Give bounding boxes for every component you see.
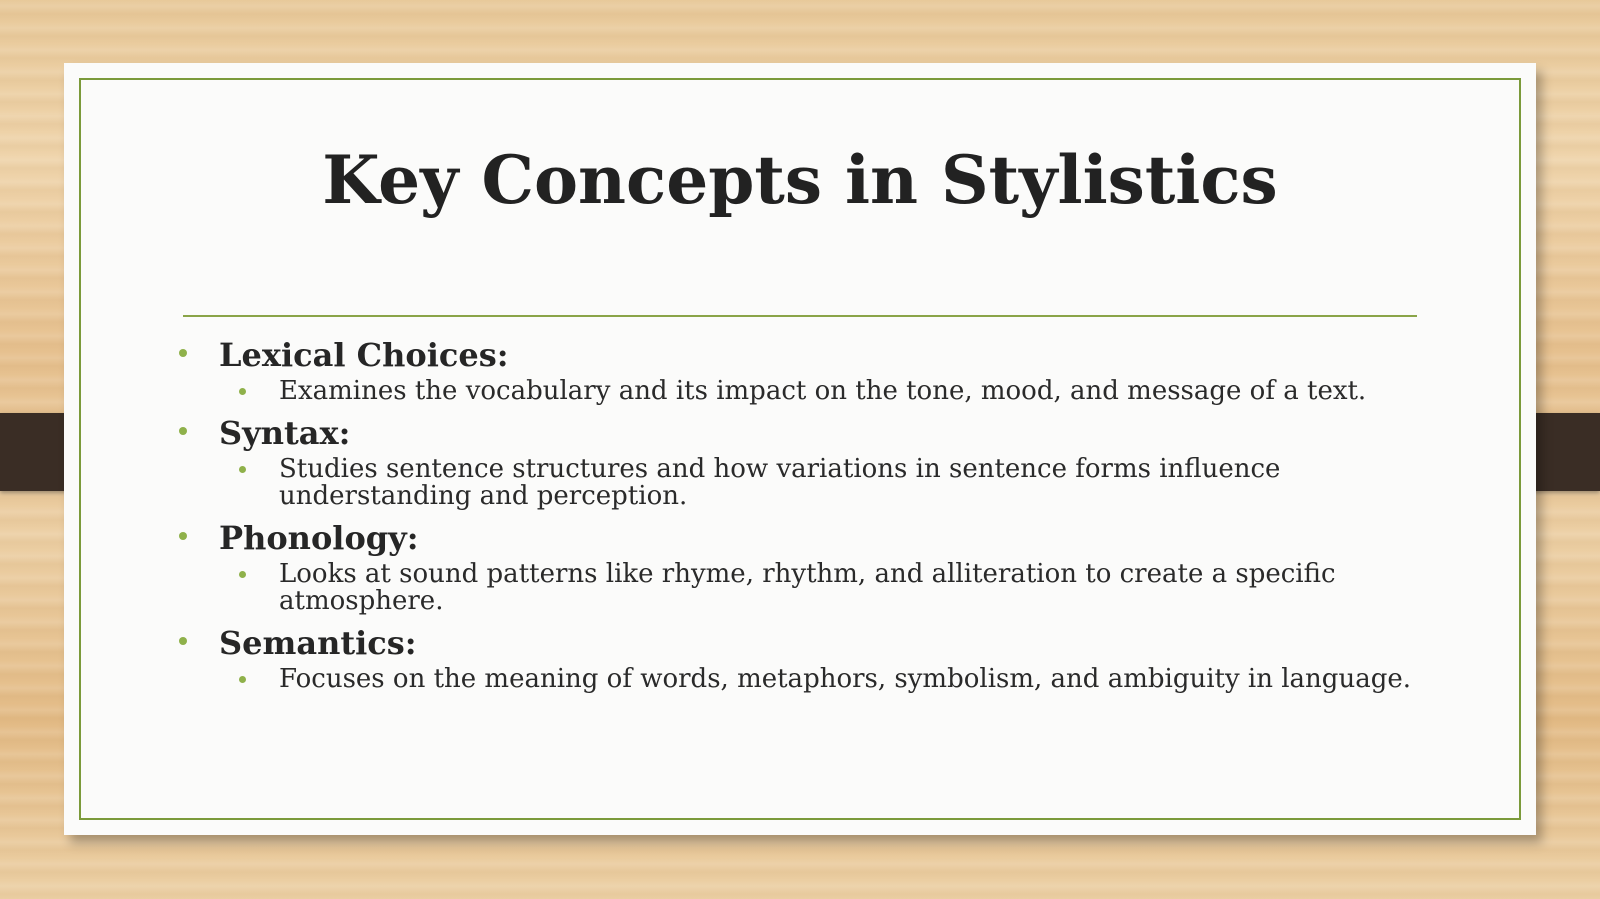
bullet-list: [179, 335, 1429, 701]
bullet-icon: [239, 388, 246, 395]
item-detail: Focuses on the meaning of words, metaphors, symbolism, and ambiguity in language.: [279, 664, 1411, 694]
bullet-icon: [179, 532, 187, 540]
slide-title: Key Concepts in Stylistics: [322, 141, 1278, 219]
sub-item: [179, 666, 1429, 693]
list-item: [179, 623, 1429, 693]
list-item: [179, 518, 1429, 615]
item-detail: Studies sentence structures and how variations in sentence forms influence understanding and perception.: [279, 454, 1281, 511]
bullet-icon: [239, 676, 246, 683]
bullet-icon: [179, 349, 187, 357]
item-detail: Examines the vocabulary and its impact on the tone, mood, and message of a text.: [279, 376, 1367, 406]
item-heading-row: [179, 335, 1429, 375]
item-heading-row: [179, 413, 1429, 453]
list-item: [179, 335, 1429, 405]
title-divider: [183, 315, 1417, 317]
list-item: [179, 413, 1429, 510]
item-heading: Syntax:: [219, 414, 351, 452]
item-detail: Looks at sound patterns like rhyme, rhythm, and alliteration to create a specific atmosphere.: [279, 559, 1336, 616]
sub-item: [179, 561, 1429, 615]
item-heading-row: [179, 518, 1429, 558]
item-heading: Phonology:: [219, 519, 419, 557]
item-heading-row: [179, 623, 1429, 663]
sub-item: [179, 378, 1429, 405]
item-heading: Semantics:: [219, 624, 417, 662]
bullet-icon: [239, 571, 246, 578]
slide: [64, 63, 1536, 835]
bullet-icon: [179, 427, 187, 435]
item-heading: Lexical Choices:: [219, 336, 509, 374]
sub-item: [179, 456, 1429, 510]
bullet-icon: [179, 637, 187, 645]
bullet-icon: [239, 466, 246, 473]
